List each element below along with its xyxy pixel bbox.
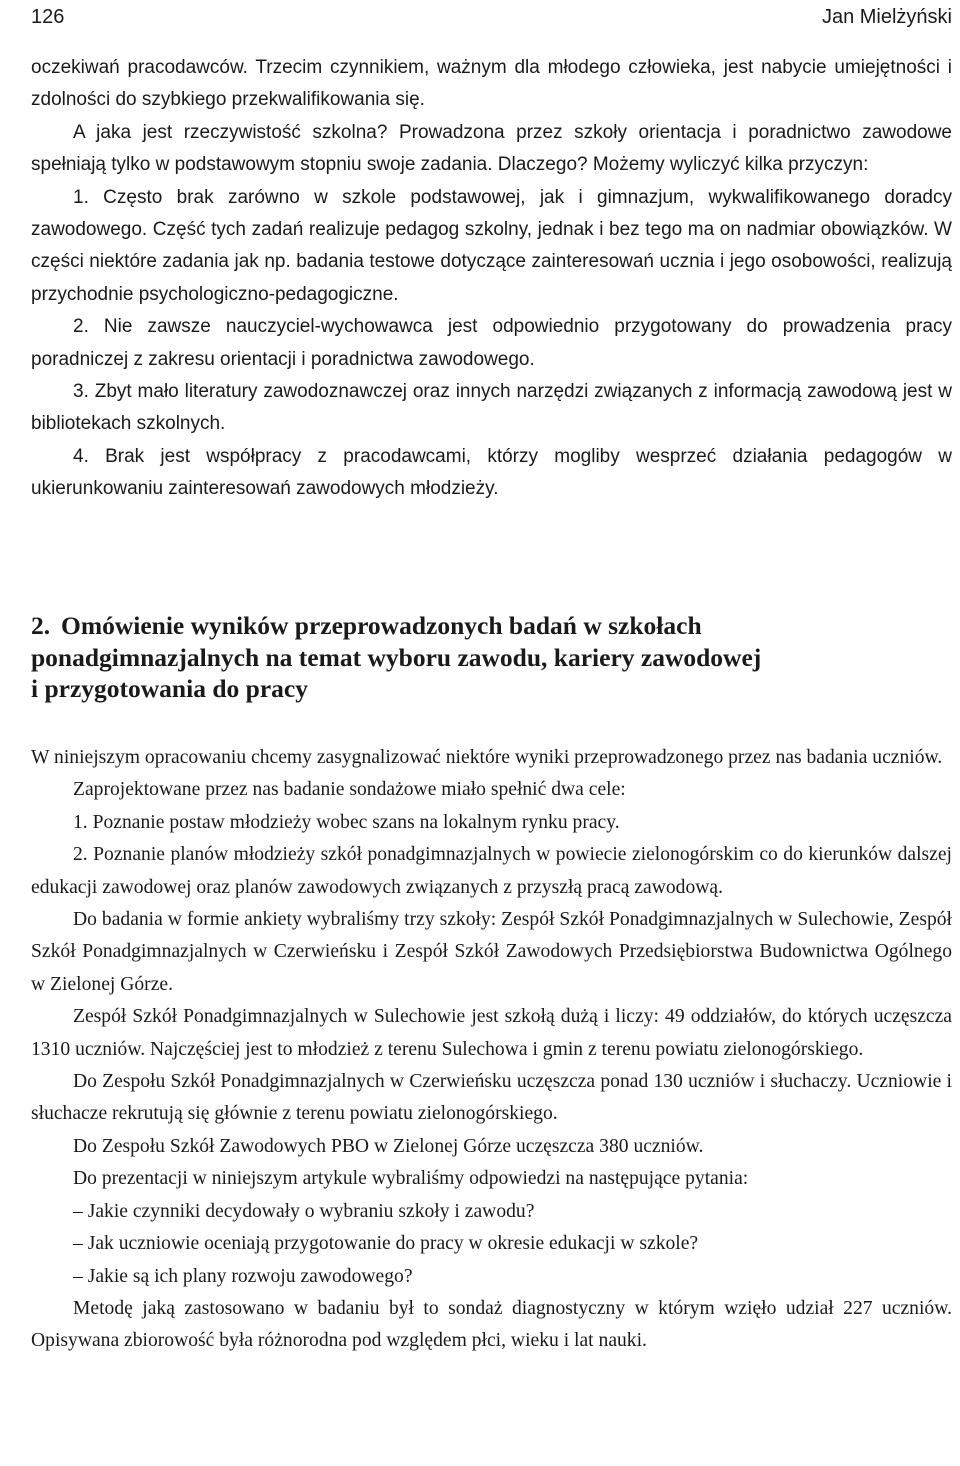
section-heading-line: Omówienie wyników przeprowadzonych badań w szkołach xyxy=(61,611,702,640)
paragraph: Do Zespołu Szkół Zawodowych PBO w Zielonej Górze uczęszcza 380 uczniów. xyxy=(73,1135,704,1157)
paragraph: Zaprojektowane przez nas badanie sondażowe miało spełnić dwa cele: xyxy=(73,779,626,801)
section-heading-line: ponadgimnazjalnych na temat wyboru zawodu, kariery zawodowej xyxy=(31,642,762,672)
running-header xyxy=(31,4,952,30)
list-item: – Jak uczniowie oceniają przygotowanie do pracy w okresie edukacji w szkole? xyxy=(73,1233,699,1255)
list-item: 1. Poznanie postaw młodzieży wobec szans na lokalnym rynku pracy. xyxy=(73,811,620,833)
author-name: Jan Mielżyński xyxy=(821,6,952,28)
list-item: 3. Zbyt mało literatury zawodoznawczej oraz innych narzędzi związanych z informacją zawodową jest w bibliotekach szkolnych. xyxy=(31,381,952,435)
list-item: 2. Poznanie planów młodzieży szkół ponadgimnazjalnych w powiecie zielonogórskim co do kierunków dalszej edukacji zawodowej oraz planów zawodowych związanych z przyszłą pracą zawodową. xyxy=(31,844,952,898)
paragraph: Zespół Szkół Ponadgimnazjalnych w Sulechowie jest szkołą dużą i liczy: 49 oddziałów, do których uczęszcza 1310 uczniów. Najczęściej jest to młodzież z terenu Sulechowa i gmin z terenu powiatu zielonogórskiego. xyxy=(31,1006,952,1060)
paragraph: Do badania w formie ankiety wybraliśmy trzy szkoły: Zespół Szkół Ponadgimnazjalnych w Sulechowie, Zespół Szkół Ponadgimnazjalnych w Czerwieńsku i Zespół Szkół Zawodowych Przedsiębiorstwa Budownictwa Ogólnego w Zielonej Górze. xyxy=(31,909,952,995)
list-item: – Jakie czynniki decydowały o wybraniu szkoły i zawodu? xyxy=(73,1200,535,1222)
paragraph: W niniejszym opracowaniu chcemy zasygnalizować niektóre wyniki przeprowadzonego przez nas badania uczniów. xyxy=(31,747,943,768)
section-heading-line: i przygotowania do pracy xyxy=(31,674,308,703)
paragraph: A jaka jest rzeczywistość szkolna? Prowadzona przez szkoły orientacja i poradnictwo zawodowe spełniają tylko w podstawowym stopniu swoje zadania. Dlaczego? Możemy wyliczyć kilka przyczyn: xyxy=(31,121,952,176)
paragraph: Do Zespołu Szkół Ponadgimnazjalnych w Czerwieńsku uczęszcza ponad 130 uczniów i słuchaczy. Uczniowie i słuchacze rekrutują się głównie z terenu powiatu zielonogórskiego. xyxy=(31,1071,952,1125)
section-number: 2. xyxy=(31,611,51,640)
page-number: 126 xyxy=(31,6,65,28)
paragraph: oczekiwań pracodawców. Trzecim czynnikiem, ważnym dla młodego człowieka, jest nabycie umiejętności i zdolności do szybkiego przekwalifikowania się. xyxy=(31,57,952,111)
list-item: 4. Brak jest współpracy z pracodawcami, którzy mogliby wesprzeć działania pedagogów w ukierunkowaniu zainteresowań zawodowych młodzieży. xyxy=(31,445,952,500)
top-text-block xyxy=(31,52,952,506)
section-heading xyxy=(31,610,952,705)
list-item: 2. Nie zawsze nauczyciel-wychowawca jest odpowiednio przygotowany do prowadzenia pracy poradniczej z zakresu orientacji i poradnictwa zawodowego. xyxy=(31,316,952,370)
list-item: 1. Często brak zarówno w szkole podstawowej, jak i gimnazjum, wykwalifikowanego doradcy zawodowego. Część tych zadań realizuje pedagog szkolny, jednak i bez tego ma on nadmiar obowiązków. W części niektóre zadania jak np. badania testowe dotyczące zainteresowań ucznia i jego osobowości, realizują przychodnie psychologiczno-pedagogiczne. xyxy=(31,186,952,305)
list-item: – Jakie są ich plany rozwoju zawodowego? xyxy=(73,1265,413,1287)
paragraph: Do prezentacji w niniejszym artykule wybraliśmy odpowiedzi na następujące pytania: xyxy=(73,1168,749,1190)
bottom-text-block xyxy=(31,742,952,1358)
paragraph: Metodę jaką zastosowano w badaniu był to sondaż diagnostyczny w którym wzięło udział 227 uczniów. Opisywana zbiorowość była różnorodna pod względem płci, wieku i lat nauki. xyxy=(31,1297,952,1352)
